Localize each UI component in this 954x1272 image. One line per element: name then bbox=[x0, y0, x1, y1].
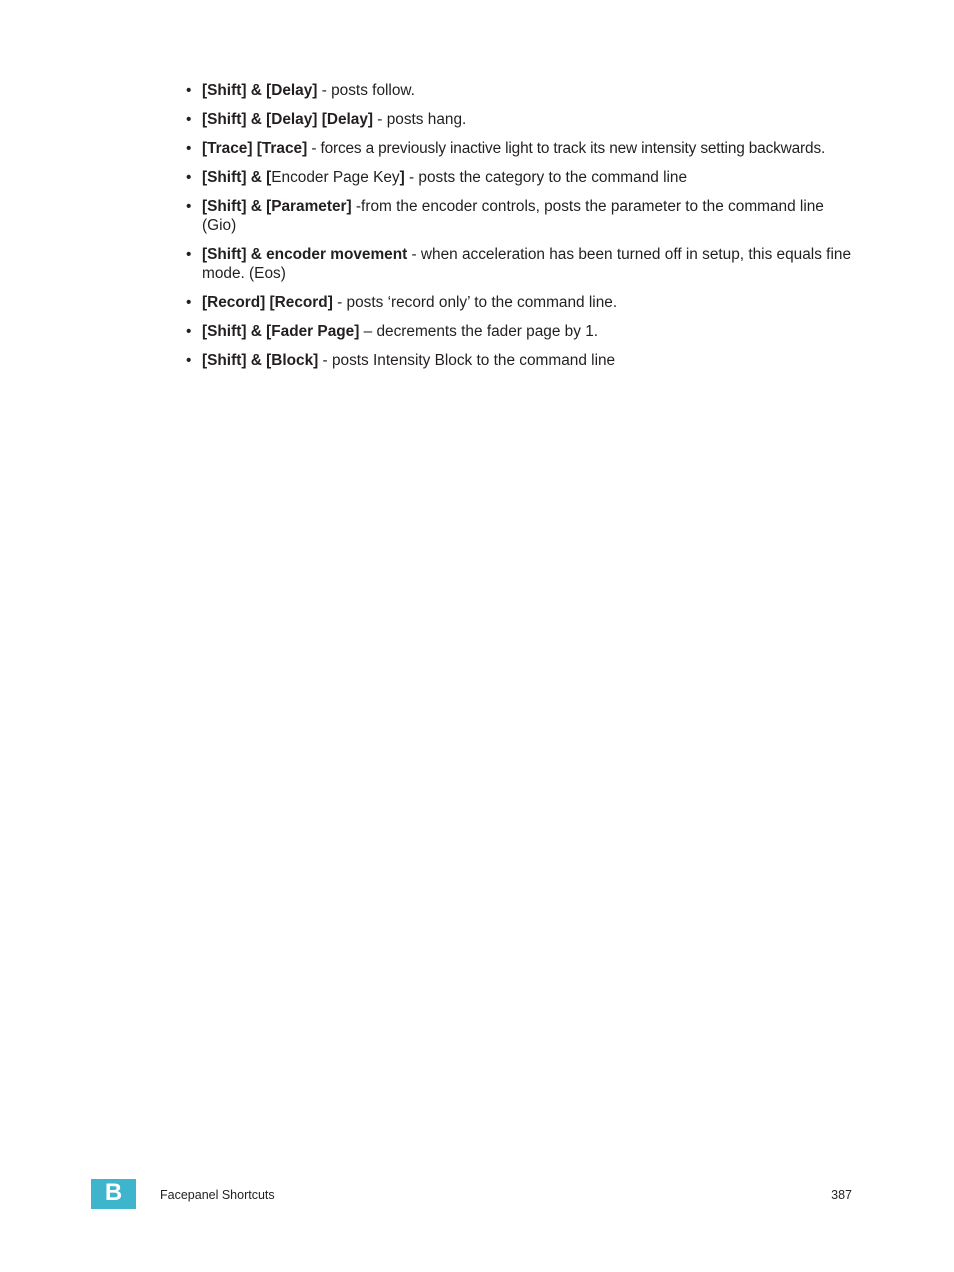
page-number: 387 bbox=[831, 1188, 852, 1202]
bullet-item bbox=[186, 293, 858, 312]
shortcut-keys: [Shift] & [Block] bbox=[202, 352, 319, 369]
shortcut-description: - posts hang. bbox=[373, 111, 467, 128]
shortcut-description: - posts Intensity Block to the command line bbox=[318, 352, 616, 369]
shortcut-key-name: Encoder Page Key bbox=[271, 169, 400, 186]
shortcut-description: -from the encoder controls, posts the parameter to the command line (Gio) bbox=[202, 198, 824, 234]
shortcut-bullet-list bbox=[186, 81, 858, 380]
bullet-item bbox=[186, 245, 858, 283]
bullet-item bbox=[186, 139, 858, 158]
bullet-dot: • bbox=[186, 169, 192, 186]
bullet-item bbox=[186, 81, 858, 100]
shortcut-keys: [Shift] & [Delay] [Delay] bbox=[202, 111, 374, 128]
shortcut-description: - forces a previously inactive light to track its new intensity setting backwards. bbox=[307, 140, 826, 157]
shortcut-keys: [Shift] & [Parameter] bbox=[202, 198, 352, 215]
bullet-dot: • bbox=[186, 323, 192, 340]
footer-section-title: Facepanel Shortcuts bbox=[160, 1188, 275, 1202]
shortcut-description: - posts ‘record only’ to the command line. bbox=[332, 294, 618, 311]
bullet-item bbox=[186, 110, 858, 129]
bullet-dot: • bbox=[186, 246, 192, 263]
shortcut-description: - when acceleration has been turned off in setup, this equals fine mode. (Eos) bbox=[202, 246, 852, 282]
bullet-dot: • bbox=[186, 294, 192, 311]
bullet-item bbox=[186, 322, 858, 341]
bullet-dot: • bbox=[186, 352, 192, 369]
bullet-dot: • bbox=[186, 82, 192, 99]
shortcut-description: - posts follow. bbox=[317, 82, 415, 99]
bullet-item bbox=[186, 197, 858, 235]
bullet-item bbox=[186, 351, 858, 370]
shortcut-keys-close: ] bbox=[399, 169, 405, 186]
shortcut-description: - posts the category to the command line bbox=[404, 169, 688, 186]
shortcut-description: – decrements the fader page by 1. bbox=[359, 323, 599, 340]
shortcut-keys: [Shift] & [Delay] bbox=[202, 82, 318, 99]
shortcut-keys: [Shift] & [Fader Page] bbox=[202, 323, 360, 340]
bullet-item bbox=[186, 168, 858, 187]
chapter-letter: B bbox=[104, 1179, 123, 1206]
shortcut-keys: [Shift] & [ bbox=[202, 169, 272, 186]
shortcut-keys: [Shift] & encoder movement bbox=[202, 246, 408, 263]
shortcut-keys: [Record] [Record] bbox=[202, 294, 333, 311]
bullet-dot: • bbox=[186, 198, 192, 215]
chapter-tab bbox=[91, 1179, 136, 1209]
bullet-dot: • bbox=[186, 140, 192, 157]
bullet-dot: • bbox=[186, 111, 192, 128]
shortcut-keys: [Trace] [Trace] bbox=[202, 140, 308, 157]
